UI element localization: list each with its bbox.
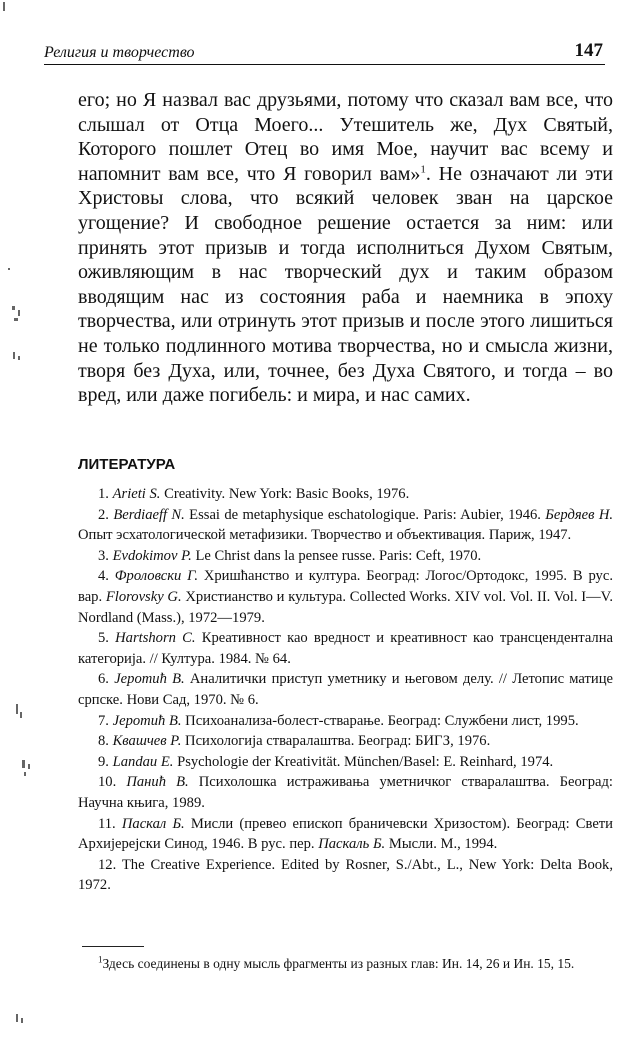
entry-number: 11. bbox=[98, 815, 116, 832]
page-number: 147 bbox=[574, 40, 603, 61]
entry-text: Психоанализа-болест-стварање. Београд: Службени лист, 1995. bbox=[185, 712, 579, 729]
entry-number: 6. bbox=[98, 671, 109, 688]
entry-text: The Creative Experience. Edited by Rosner, S./Abt., L., New York: Delta Book, 1972. bbox=[78, 856, 613, 894]
entry-author: Landau E. bbox=[112, 753, 174, 770]
bibliography-entry bbox=[78, 484, 613, 505]
entry-number: 2. bbox=[98, 506, 109, 523]
entry-text: Essai de metaphysique eschatologique. Paris: Aubier, 1946. bbox=[189, 506, 541, 523]
bibliography-entry bbox=[78, 855, 613, 896]
header-rule bbox=[44, 64, 605, 65]
footnote bbox=[78, 954, 613, 973]
running-title: Религия и творчество bbox=[44, 44, 195, 61]
bibliography-entry bbox=[78, 628, 613, 669]
entry-number: 4. bbox=[98, 568, 109, 585]
main-text-part-1: его; но Я назвал вас друзьями, потому что сказал вам все, что слышал от Отца Моего... Утешитель же, Дух Святый, Которого пошлет Отец во имя Мое, научит вас всему и напомнит вам все, что Я говорил вам» bbox=[78, 89, 613, 185]
entry-number: 3. bbox=[98, 547, 109, 564]
entry-text: Хришћанство и култура. Београд: Логос/Ортодокс, 1995. В рус. вар. bbox=[78, 568, 613, 605]
entry-author: Паскал Б. bbox=[121, 815, 185, 832]
entry-text-translation: Христианство и культура. Collected Works. XIV vol. Vol. II. Vol. I—V. Nordland (Mass.), 1972—1979. bbox=[78, 588, 613, 626]
entry-author: Јеротић В. bbox=[112, 712, 182, 729]
bibliography-entry bbox=[78, 731, 613, 752]
entry-author-translation: Florovsky G. bbox=[105, 588, 182, 605]
entry-number: 9. bbox=[98, 753, 109, 770]
entry-text: Le Christ dans la pensee russe. Paris: Ceft, 1970. bbox=[195, 547, 482, 564]
entry-author-translation: Паскаль Б. bbox=[318, 836, 386, 853]
entry-author: Arieti S. bbox=[112, 486, 161, 502]
entry-author: Панић В. bbox=[126, 774, 189, 791]
entry-text: Психологија стваралаштва. Београд: БИГЗ, 1976. bbox=[185, 733, 491, 750]
entry-text: Аналитички приступ уметнику и његовом делу. // Летопис матице српске. Нови Сад, 1970. № 6. bbox=[78, 671, 613, 708]
entry-number: 12. bbox=[98, 856, 117, 873]
entry-text: Мисли (превео епископ браничевски Хризостом). Београд: Свети Архијерејски Синод, 1946. В рус. пер. bbox=[78, 815, 613, 853]
entry-text-translation: Мысли. М., 1994. bbox=[388, 836, 498, 853]
bibliography-entry bbox=[78, 814, 613, 855]
entry-author: Фроловски Г. bbox=[114, 568, 199, 585]
bibliography-entry bbox=[78, 669, 613, 710]
bibliography-entry bbox=[78, 505, 613, 546]
entry-author: Hartshorn C. bbox=[115, 630, 196, 647]
bibliography-entry bbox=[78, 711, 613, 732]
main-text-part-2: . Не означают ли эти Христовы слова, что всякий человек зван на царское угощение? И свободное решение остается за ним: или принять этот призыв и тогда исполниться Духом Святым, оживляющим в нас творческий дух и таким образом вводящим нас из состояния раба и наемника в эпоху творчества, или отринуть этот призыв и после этого лишиться не только подлинного мотива творчества, но и смысла жизни, творя без Духа, или, точнее, без Духа Святого, и тогда – во вред, или даже погибель: и мира, и нас самих. bbox=[78, 162, 613, 407]
entry-author: Evdokimov P. bbox=[112, 547, 192, 564]
entry-number: 8. bbox=[98, 733, 109, 750]
entry-text: Креативност као вредност и креативност као трансцендентална категорија. // Култура. 1984. № 64. bbox=[78, 630, 614, 667]
entry-number: 10. bbox=[98, 774, 117, 791]
entry-text: Психолошка истраживања уметничког стваралаштва. Београд: Научна књига, 1989. bbox=[78, 774, 613, 811]
bibliography-entry bbox=[78, 752, 613, 773]
bibliography-entry bbox=[78, 566, 613, 628]
running-header bbox=[44, 40, 620, 66]
bibliography-entry bbox=[78, 546, 613, 567]
bibliography-list bbox=[78, 484, 613, 896]
bibliography-entry bbox=[78, 772, 613, 813]
entry-text: Creativity. New York: Basic Books, 1976. bbox=[164, 486, 410, 502]
entry-text: Psychologie der Kreativität. München/Basel: E. Reinhard, 1974. bbox=[177, 753, 554, 770]
footnote-reference[interactable]: 1 bbox=[420, 163, 426, 176]
entry-text-translation: Опыт эсхатологической метафизики. Творчество и объективация. Париж, 1947. bbox=[78, 527, 572, 544]
footnote-marker: 1 bbox=[98, 954, 103, 965]
footnote-text: Здесь соединены в одну мысль фрагменты из разных глав: Ин. 14, 26 и Ин. 15, 15. bbox=[102, 956, 575, 971]
entry-author: Јеротић В. bbox=[114, 671, 185, 688]
entry-number: 1. bbox=[98, 486, 109, 502]
main-paragraph bbox=[78, 88, 613, 408]
entry-author: Квашчев Р. bbox=[112, 733, 182, 750]
entry-author: Berdiaeff N. bbox=[113, 506, 185, 523]
entry-number: 5. bbox=[98, 630, 109, 647]
entry-number: 7. bbox=[98, 712, 109, 729]
footnote-rule bbox=[82, 946, 144, 947]
literature-heading: ЛИТЕРАТУРА bbox=[78, 456, 176, 473]
entry-author-translation: Бердяев Н. bbox=[545, 506, 614, 523]
